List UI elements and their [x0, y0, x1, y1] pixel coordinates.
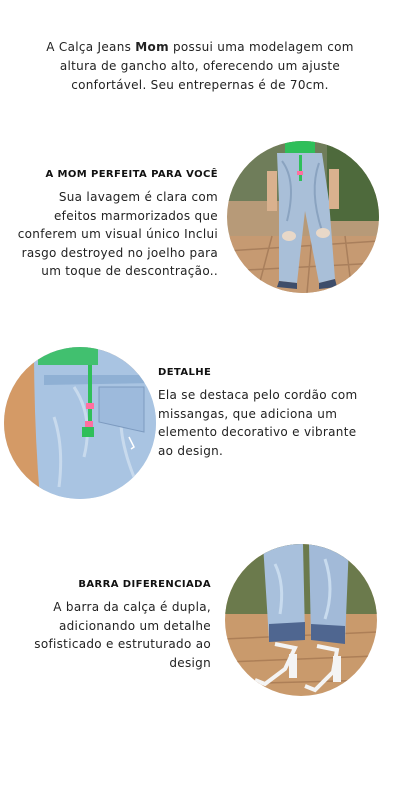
jeans-hem-photo — [225, 544, 377, 696]
jeans-full-photo — [227, 141, 379, 293]
section-title: DETALHE — [158, 367, 212, 378]
jeans-detail-photo-illustration — [4, 347, 156, 499]
section-body: Sua lavagem é clara com efeitos marmorizados que conferem um visual único Inclui rasgo destroyed no joelho para um toque de descontração.. — [17, 190, 218, 278]
section-title: A MOM PERFEITA PARA VOCÊ — [45, 169, 218, 180]
intro-text-2: possui uma modelagem com altura de gancho alto, oferecendo um ajuste confortável. Seu entrepernas é de 70cm. — [59, 40, 354, 92]
jeans-full-photo-illustration — [227, 141, 379, 293]
intro-text-1: A Calça Jeans — [46, 40, 136, 54]
section-body: Ela se destaca pelo cordão com missangas, que adiciona um elemento decorativo e vibrante ao design. — [158, 388, 358, 458]
intro-paragraph — [30, 38, 370, 95]
section-detalhe — [158, 366, 358, 460]
section-body: A barra da calça é dupla, adicionando um detalhe sofisticado e estruturado ao design — [34, 600, 211, 670]
section-mom-perfeita — [14, 168, 218, 281]
intro-bold-word: Mom — [135, 40, 169, 54]
jeans-hem-photo-illustration — [225, 544, 377, 696]
jeans-detail-photo — [4, 347, 156, 499]
section-title: BARRA DIFERENCIADA — [78, 579, 211, 590]
section-barra-diferenciada — [20, 578, 211, 672]
